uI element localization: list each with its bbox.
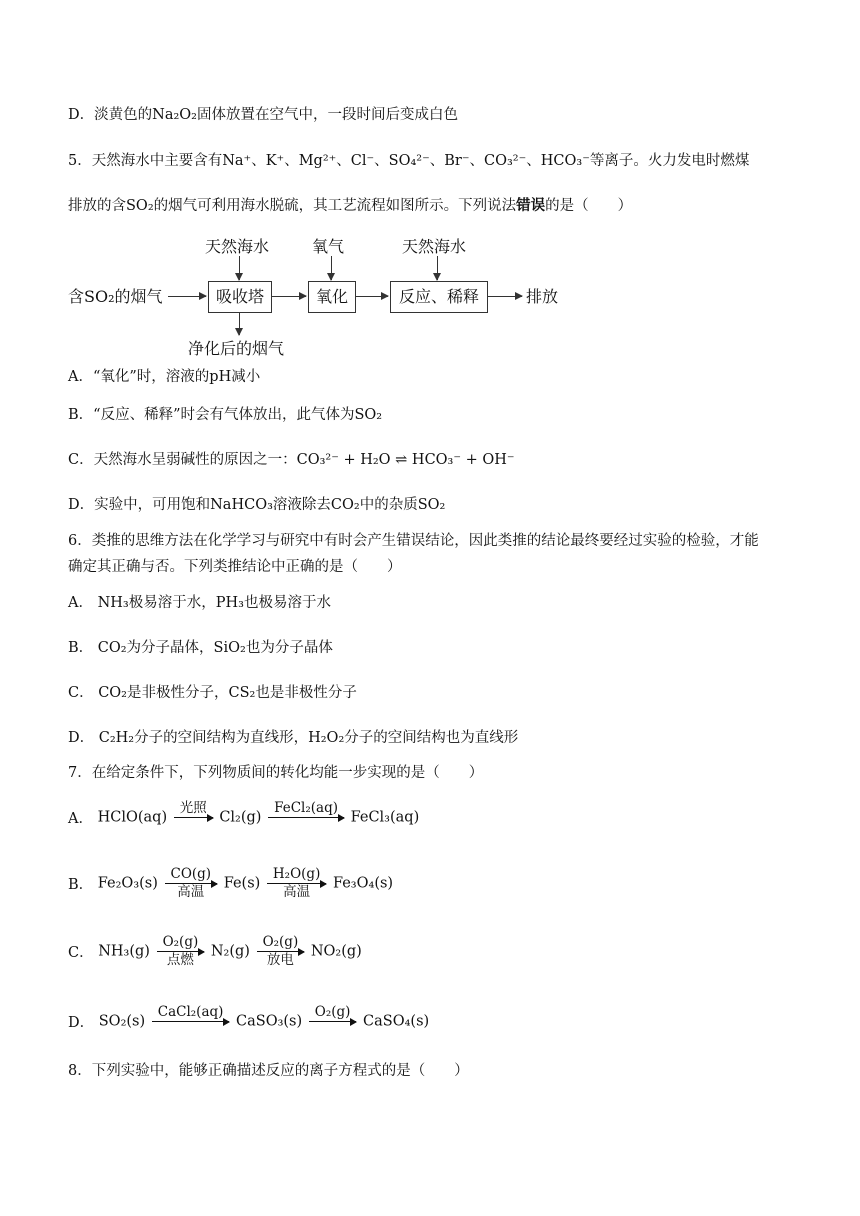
flow-arrow (239, 256, 240, 280)
q5-emphasis: 错误 (516, 197, 546, 214)
option-label: A． (68, 811, 93, 827)
q7-stem: 7．在给定条件下，下列物质间的转化均能一步实现的是（ ） (68, 765, 484, 781)
condition-top: H₂O(g) (272, 866, 321, 882)
condition-bottom: 高温 (283, 884, 311, 900)
absorber-box: 吸收塔 (208, 281, 272, 313)
q5-option-b: B．“反应、稀释”时会有气体放出，此气体为SO₂ (68, 407, 383, 423)
condition-bottom (309, 1022, 357, 1039)
reaction-arrow (257, 934, 305, 969)
discharge-label: 排放 (526, 287, 559, 306)
q7-option-c (68, 934, 362, 969)
species: HClO(aq) (97, 809, 168, 826)
option-label: C． (68, 945, 94, 961)
q5-option-d: D．实验中，可用饱和NaHCO₃溶液除去CO₂中的杂质SO₂ (68, 497, 446, 513)
reaction-dilution-box: 反应、稀释 (390, 281, 488, 313)
species: SO₂(s) (98, 1013, 146, 1030)
q8-stem: 8．下列实验中，能够正确描述反应的离子方程式的是（ ） (68, 1063, 469, 1079)
condition-top: CO(g) (170, 866, 212, 882)
reaction-arrow (157, 934, 205, 969)
condition-top: FeCl₂(aq) (274, 800, 338, 816)
flow-arrow (272, 296, 306, 297)
clean-gas-label: 净化后的烟气 (188, 339, 285, 358)
condition-bottom: 点燃 (166, 952, 194, 968)
q5-option-c: C．天然海水呈弱碱性的原因之一：CO₃²⁻ + H₂O ⇌ HCO₃⁻ + OH⁻ (68, 452, 515, 468)
q7-option-a (68, 800, 419, 835)
flow-input-label: 含SO₂的烟气 (68, 287, 163, 306)
oxygen-label: 氧气 (312, 237, 345, 256)
species: Fe₃O₄(s) (332, 875, 394, 892)
q5-stem-end: 的是（ ） (545, 198, 633, 214)
q6-option-b: B． CO₂为分子晶体，SiO₂也为分子晶体 (68, 640, 333, 656)
species: NO₂(g) (310, 943, 362, 960)
condition-top: O₂(g) (314, 1004, 351, 1020)
flow-arrow (331, 256, 332, 280)
reaction-arrow (309, 1004, 357, 1039)
species: FeCl₃(aq) (350, 809, 420, 826)
flow-arrow (437, 256, 438, 280)
species: NH₃(g) (98, 943, 150, 960)
process-flow-diagram (68, 232, 588, 362)
species: Fe₂O₃(s) (97, 875, 158, 892)
q6-stem-line1: 6．类推的思维方法在化学学习与研究中有时会产生错误结论，因此类推的结论最终要经过实验的检验，才能 (68, 533, 759, 549)
oxidation-box: 氧化 (308, 281, 356, 313)
q5-stem-text: 排放的含SO₂的烟气可利用海水脱硫，其工艺流程如图所示。下列说法 (68, 198, 517, 214)
q6-option-d: D． C₂H₂分子的空间结构为直线形，H₂O₂分子的空间结构也为直线形 (68, 730, 519, 746)
option-label: B． (68, 877, 94, 893)
species: CaSO₄(s) (363, 1013, 430, 1030)
reaction-arrow (267, 866, 326, 901)
condition-top: 光照 (179, 800, 207, 816)
condition-top: O₂(g) (262, 934, 299, 950)
species: Fe(s) (223, 875, 261, 892)
seawater-label-2: 天然海水 (402, 237, 467, 256)
q4-option-d: D．淡黄色的Na₂O₂固体放置在空气中，一段时间后变成白色 (68, 107, 458, 123)
species: CaSO₃(s) (236, 1013, 303, 1030)
condition-bottom: 高温 (177, 884, 205, 900)
reaction-arrow (268, 800, 344, 835)
species: N₂(g) (210, 943, 250, 960)
option-label: D． (68, 1015, 95, 1031)
reaction-arrow (165, 866, 218, 901)
q6-option-c: C． CO₂是非极性分子，CS₂也是非极性分子 (68, 685, 357, 701)
condition-bottom (268, 818, 344, 835)
q7-option-d (68, 1004, 429, 1039)
q5-stem-line1: 5．天然海水中主要含有Na⁺、K⁺、Mg²⁺、Cl⁻、SO₄²⁻、Br⁻、CO₃²⁻、HCO₃⁻等离子。火力发电时燃煤 (68, 153, 750, 169)
q5-stem-line2 (68, 195, 800, 217)
q5-option-a: A．“氧化”时，溶液的pH减小 (68, 369, 261, 385)
condition-bottom: 放电 (266, 952, 294, 968)
flow-arrow (488, 296, 522, 297)
flow-arrow (356, 296, 388, 297)
q6-option-a: A． NH₃极易溶于水，PH₃也极易溶于水 (68, 595, 331, 611)
condition-bottom (152, 1022, 230, 1039)
seawater-label-1: 天然海水 (205, 237, 270, 256)
reaction-arrow (174, 800, 213, 835)
flow-arrow (239, 313, 240, 335)
condition-top: CaCl₂(aq) (157, 1004, 224, 1020)
species: Cl₂(g) (219, 809, 262, 826)
condition-top: O₂(g) (162, 934, 199, 950)
q7-option-b (68, 866, 393, 901)
q6-stem-line2: 确定其正确与否。下列类推结论中正确的是（ ） (68, 559, 402, 575)
flow-arrow (168, 296, 206, 297)
reaction-arrow (152, 1004, 230, 1039)
